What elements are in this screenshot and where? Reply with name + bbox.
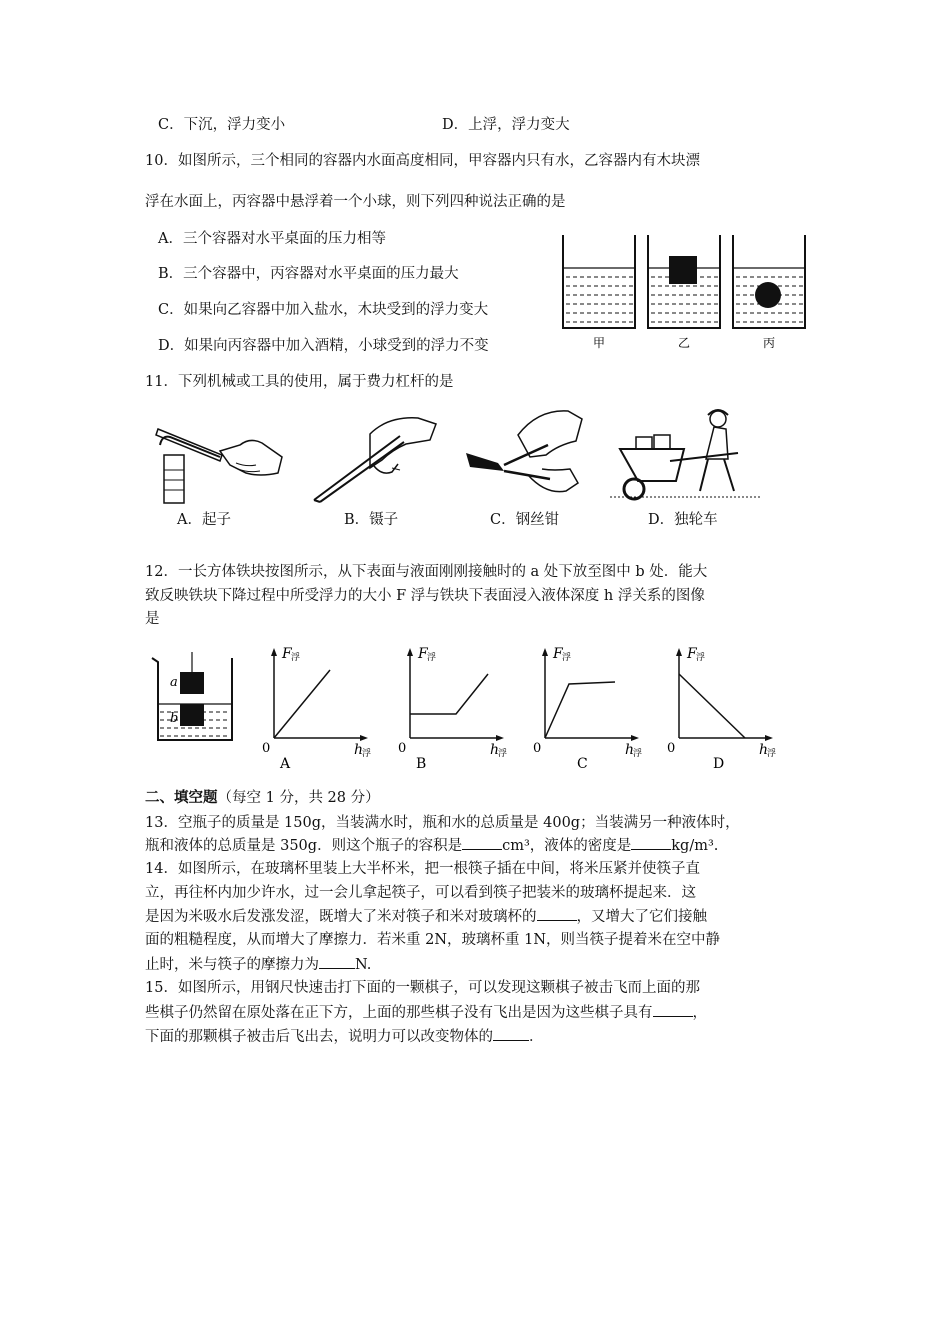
q9-option-c: C．下沉，浮力变小 [158, 117, 286, 133]
graph-b-curve [410, 674, 488, 714]
q13-text-b: ，液体的密度是 [529, 838, 632, 854]
q14-line4: 面的粗糙程度，从而增大了摩擦力．若米重 2N，玻璃杯重 1N，则当筷子提着米在空中静 [145, 932, 721, 948]
graph-a-f-label: F [282, 646, 292, 662]
tweezers-picture [308, 410, 448, 505]
iron-block-a [180, 672, 204, 694]
q15-blank-inertia[interactable] [653, 1002, 693, 1017]
graph-a-curve [274, 670, 330, 738]
q14-text-c: 止时，米与筷子的摩擦力为 [145, 957, 319, 973]
q12-graph-b [396, 642, 506, 774]
graph-a-h-label: h [354, 742, 364, 758]
label-jia: 甲 [593, 336, 606, 350]
graph-d-h-label: h [759, 742, 769, 758]
q11-caption-c: C．钢丝钳 [490, 512, 560, 528]
wood-block [669, 256, 697, 284]
container-yi [648, 235, 720, 328]
graph-d-label: D [713, 756, 725, 772]
q10-stem-line2: 浮在水面上，丙容器中悬浮着一个小球，则下列四种说法正确的是 [145, 194, 566, 210]
q14-blank-pressure[interactable] [537, 906, 577, 921]
graph-b-f-sub: 浮 [427, 653, 437, 663]
q14-text-a: 是因为米吸水后发涨发涩，既增大了米对筷子和米对玻璃杯的 [145, 909, 537, 925]
q12-graph-a [260, 642, 370, 774]
section2-heading [145, 788, 380, 808]
container-jia [563, 235, 635, 328]
q15-line2 [145, 1002, 707, 1023]
q14-line2: 立，再往杯内加少许水，过一会儿拿起筷子，可以看到筷子把装米的玻璃杯提起来．这 [145, 885, 696, 901]
q10-option-b: B．三个容器中，丙容器对水平桌面的压力最大 [158, 266, 459, 282]
graph-c-h-label: h [625, 742, 635, 758]
graph-a-label: A [280, 756, 291, 772]
graph-b-h-sub: 浮 [498, 749, 508, 759]
q12-graph-d [665, 642, 780, 774]
graph-c-curve [545, 682, 615, 738]
graph-c-h-sub: 浮 [633, 749, 643, 759]
q12-stem-line3: 是 [145, 611, 160, 627]
graph-d-f-sub: 浮 [696, 653, 706, 663]
q15-blank-motion[interactable] [493, 1026, 529, 1041]
q13-unit-density: kg/m³. [671, 838, 719, 854]
q13-unit-volume: cm³ [502, 838, 530, 854]
section2-title: 二、填空题 [145, 790, 218, 806]
section2-note: （每空 1 分，共 28 分） [217, 790, 380, 806]
label-b: b [170, 711, 179, 726]
q10-option-a: A．三个容器对水平桌面的压力相等 [158, 231, 386, 247]
graph-d-f-label: F [687, 646, 697, 662]
graph-d-origin: 0 [667, 741, 676, 756]
graph-a-f-sub: 浮 [291, 653, 301, 663]
q14-blank-friction[interactable] [319, 954, 355, 969]
q12-beaker-figure [150, 652, 240, 744]
graph-a-h-sub: 浮 [362, 749, 372, 759]
graph-b-origin: 0 [398, 741, 407, 756]
q14-line5 [145, 954, 371, 975]
q15-line3 [145, 1026, 544, 1047]
q13-blank-density[interactable] [631, 835, 671, 850]
container-bing [733, 235, 805, 328]
wheelbarrow-picture [610, 405, 760, 505]
small-ball [755, 282, 781, 308]
q14-unit-n: N. [355, 957, 372, 973]
graph-c-origin: 0 [533, 741, 542, 756]
q14-line1: 14．如图所示，在玻璃杯里装上大半杯米，把一根筷子插在中间，将米压紧并使筷子直 [145, 861, 700, 877]
wire-pliers-picture [458, 405, 588, 505]
graph-c-label: C [577, 756, 588, 772]
graph-a-origin: 0 [262, 741, 271, 756]
q15-text-c: 下面的那颗棋子被击后飞出去，说明力可以改变物体的 [145, 1029, 493, 1045]
q15-text-b: ， [692, 1005, 707, 1021]
q13-text-a: 瓶和液体的总质量是 350g．则这个瓶子的容积是 [145, 838, 463, 854]
graph-c-f-label: F [553, 646, 563, 662]
graph-c-f-sub: 浮 [562, 653, 572, 663]
q15-text-a: 些棋子仍然留在原处落在正下方，上面的那些棋子没有飞出是因为这些棋子具有 [145, 1005, 653, 1021]
q12-graph-c [531, 642, 641, 774]
q11-caption-d: D．独轮车 [648, 512, 718, 528]
graph-d-curve [679, 674, 745, 738]
q12-stem-line1: 12．一长方体铁块按图所示，从下表面与液面刚刚接触时的 a 处下放至图中 b 处．能大 [145, 564, 708, 580]
q15-text-d: ． [529, 1029, 544, 1045]
graph-b-f-label: F [418, 646, 428, 662]
q14-text-b: ，又增大了它们接触 [576, 909, 707, 925]
q10-stem-line1: 10．如图所示，三个相同的容器内水面高度相同，甲容器内只有水，乙容器内有木块漂 [145, 153, 700, 169]
q10-option-d: D．如果向丙容器中加入酒精，小球受到的浮力不变 [158, 338, 489, 354]
graph-b-label: B [416, 756, 427, 772]
q15-line1: 15．如图所示，用钢尺快速击打下面的一颗棋子，可以发现这颗棋子被击飞而上面的那 [145, 980, 700, 996]
iron-block-b [180, 704, 204, 726]
q13-line1: 13．空瓶子的质量是 150g，当装满水时，瓶和水的总质量是 400g；当装满另一种液体时， [145, 815, 740, 831]
q14-line3 [145, 906, 707, 927]
label-yi: 乙 [678, 336, 691, 350]
q13-line2 [145, 835, 718, 856]
graph-b-h-label: h [490, 742, 500, 758]
label-bing: 丙 [763, 336, 776, 350]
q11-caption-b: B．镊子 [344, 512, 399, 528]
q11-stem: 11．下列机械或工具的使用，属于费力杠杆的是 [145, 374, 454, 390]
label-a: a [170, 675, 178, 690]
q10-option-c: C．如果向乙容器中加入盐水，木块受到的浮力变大 [158, 302, 489, 318]
graph-d-h-sub: 浮 [767, 749, 777, 759]
q9-option-d: D．上浮，浮力变大 [442, 117, 570, 133]
bottle-opener-picture [150, 415, 290, 505]
q10-containers-figure [555, 230, 815, 355]
q12-stem-line2: 致反映铁块下降过程中所受浮力的大小 F 浮与铁块下表面浸入液体深度 h 浮关系的图像 [145, 588, 705, 604]
q11-caption-a: A．起子 [177, 512, 231, 528]
q13-blank-volume[interactable] [462, 835, 502, 850]
